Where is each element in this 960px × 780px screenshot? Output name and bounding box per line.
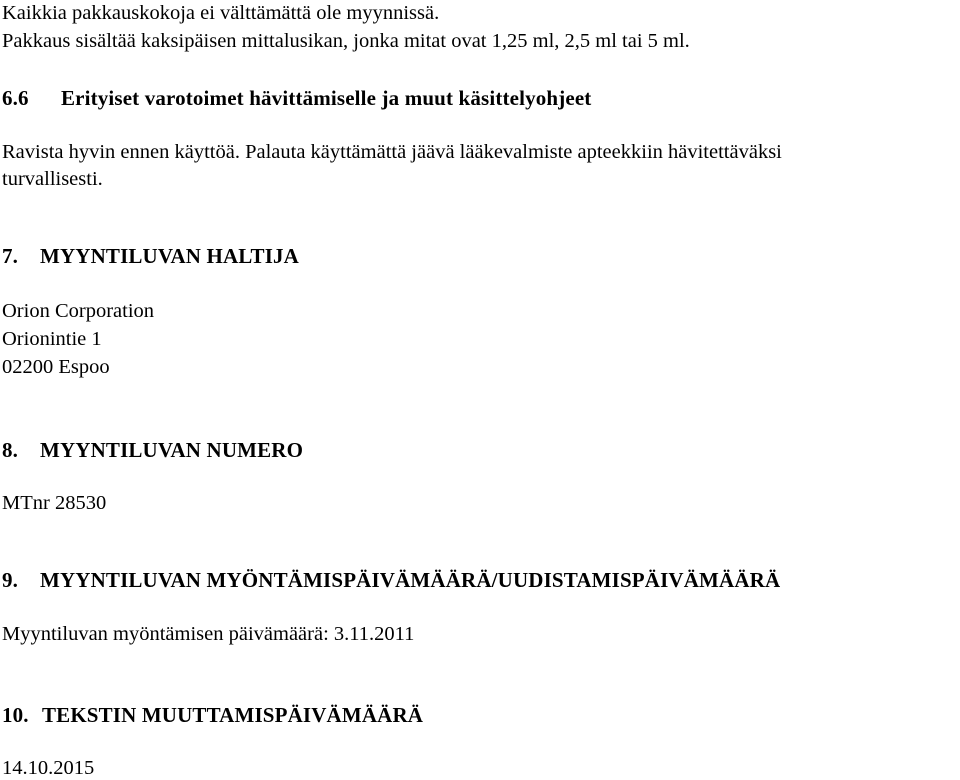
holder-city: 02200 Espoo — [2, 356, 110, 378]
section-6-6-title: Erityiset varotoimet hävittämiselle ja muut käsittelyohjeet — [61, 86, 592, 110]
section-9-heading — [2, 570, 780, 591]
section-8-number: 8. — [2, 438, 19, 462]
section-6-6-heading — [2, 88, 591, 109]
section-7-heading — [2, 246, 299, 267]
section-8-heading — [2, 440, 303, 461]
pack-availability-text: Kaikkia pakkauskokoja ei välttämättä ole myynnissä. — [2, 2, 440, 24]
revision-date: 14.10.2015 — [2, 757, 95, 779]
section-10-title: TEKSTIN MUUTTAMISPÄIVÄMÄÄRÄ — [42, 703, 424, 727]
section-10-heading — [2, 705, 423, 726]
holder-street: Orionintie 1 — [2, 328, 102, 350]
section-6-6-body-line1: Ravista hyvin ennen käyttöä. Palauta käyttämättä jäävä lääkevalmiste apteekkiin hävitettäväksi — [2, 141, 782, 163]
holder-company: Orion Corporation — [2, 300, 155, 322]
section-9-title: MYYNTILUVAN MYÖNTÄMISPÄIVÄMÄÄRÄ/UUDISTAMISPÄIVÄMÄÄRÄ — [40, 568, 781, 592]
section-6-6-body-line2: turvallisesti. — [2, 168, 103, 190]
section-7-number: 7. — [2, 244, 19, 268]
authorisation-date: Myyntiluvan myöntämisen päivämäärä: 3.11.2011 — [2, 623, 415, 645]
section-9-number: 9. — [2, 568, 19, 592]
section-10-number: 10. — [2, 703, 29, 727]
section-7-title: MYYNTILUVAN HALTIJA — [40, 244, 299, 268]
authorisation-number: MTnr 28530 — [2, 492, 107, 514]
section-6-6-number: 6.6 — [2, 86, 29, 110]
section-8-title: MYYNTILUVAN NUMERO — [40, 438, 304, 462]
measuring-spoon-text: Pakkaus sisältää kaksipäisen mittalusikan, jonka mitat ovat 1,25 ml, 2,5 ml tai 5 ml. — [2, 30, 690, 52]
